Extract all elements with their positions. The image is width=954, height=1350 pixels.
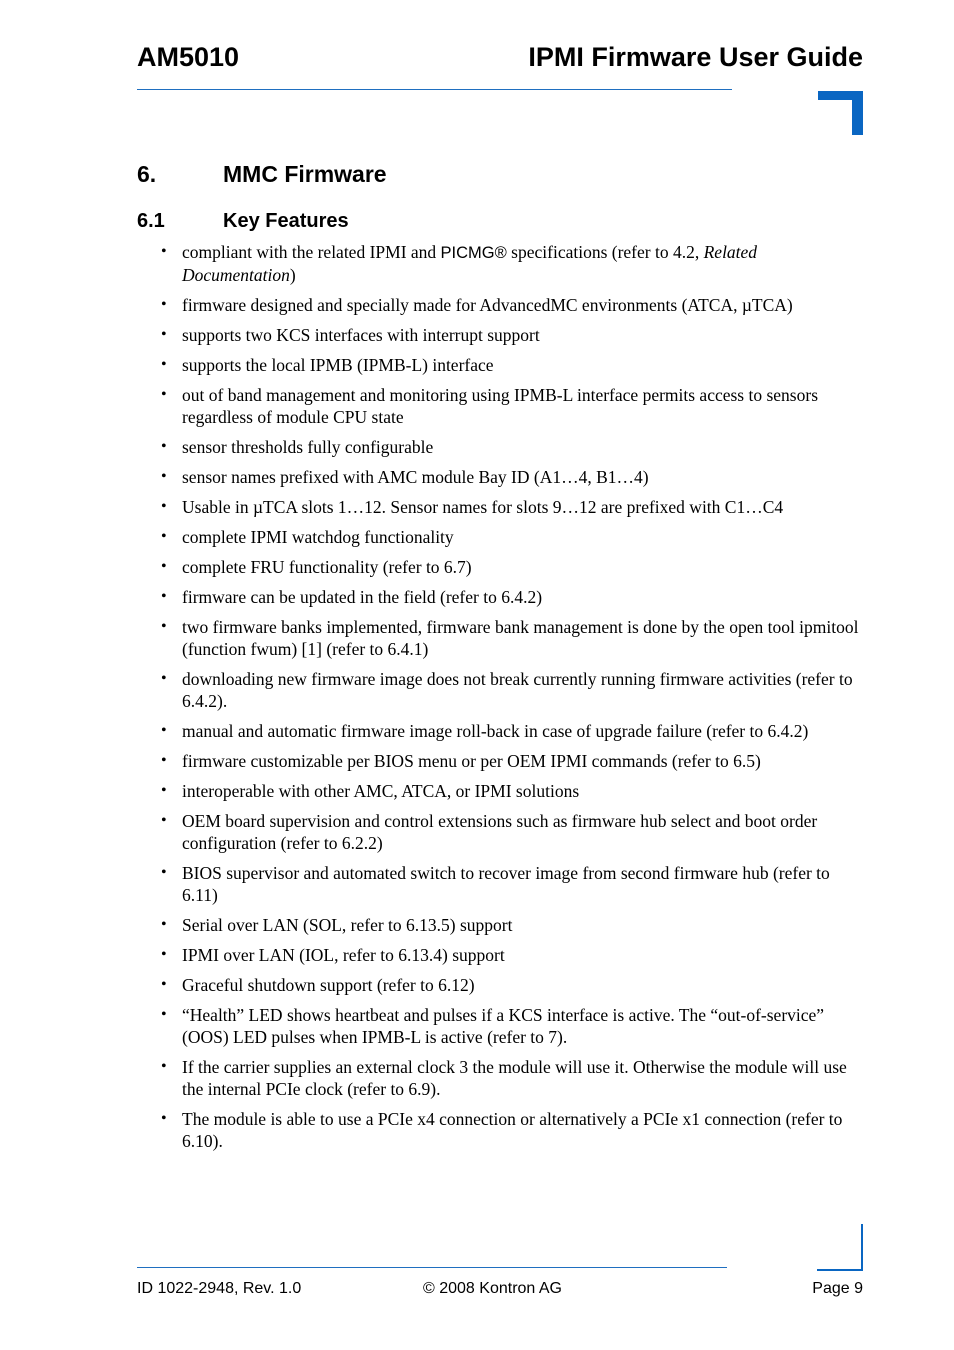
list-item: • two firmware banks implemented, firmware bank management is done by the open tool ipmitool (function fwum) [1] (refer to 6.4.1) — [182, 616, 862, 660]
list-item: • “Health” LED shows heartbeat and pulses if a KCS interface is active. The “out-of-service” (OOS) LED pulses when IPMB-L is active (refer to 7). — [182, 1004, 862, 1048]
footer-rule — [137, 1267, 727, 1268]
list-item: • firmware can be updated in the field (refer to 6.4.2) — [182, 586, 862, 608]
footer-copyright: © 2008 Kontron AG — [423, 1280, 562, 1297]
list-item: • out of band management and monitoring using IPMB-L interface permits access to sensors regardless of module CPU state — [182, 384, 862, 428]
header-document-title: IPMI Firmware User Guide — [528, 42, 863, 72]
footer-document-id: ID 1022-2948, Rev. 1.0 — [137, 1280, 302, 1297]
section-heading — [137, 157, 387, 191]
list-item-text: compliant with the related IPMI and — [182, 242, 441, 262]
list-item: • The module is able to use a PCIe x4 connection or alternatively a PCIe x1 connection (refer to 6.10). — [182, 1108, 862, 1152]
list-item: • IPMI over LAN (IOL, refer to 6.13.4) support — [182, 944, 862, 966]
list-item: • interoperable with other AMC, ATCA, or IPMI solutions — [182, 780, 862, 802]
subsection-title: Key Features — [223, 210, 349, 232]
footer-corner-mark — [817, 1224, 863, 1271]
header-corner-mark — [818, 91, 863, 135]
header-rule — [137, 89, 732, 90]
header-product-name: AM5010 — [137, 42, 240, 72]
footer-page-number: Page 9 — [812, 1280, 863, 1297]
header-corner-mark-vertical — [852, 91, 863, 135]
list-item: • downloading new firmware image does not break currently running firmware activities (refer to 6.4.2). — [182, 668, 862, 712]
subsection-number: 6.1 — [137, 210, 165, 232]
list-item: • OEM board supervision and control extensions such as firmware hub select and boot order configuration (refer to 6.2.2) — [182, 810, 862, 854]
footer-corner-mark-vertical — [861, 1224, 863, 1270]
list-item: • manual and automatic firmware image roll-back in case of upgrade failure (refer to 6.4.2) — [182, 720, 862, 742]
list-item: • supports the local IPMB (IPMB-L) interface — [182, 354, 862, 376]
list-item: • firmware designed and specially made for AdvancedMC environments (ATCA, µTCA) — [182, 294, 862, 316]
list-item: • firmware customizable per BIOS menu or per OEM IPMI commands (refer to 6.5) — [182, 750, 862, 772]
list-item: • complete IPMI watchdog functionality — [182, 526, 862, 548]
section-title: MMC Firmware — [223, 161, 387, 187]
list-item-reference: Related Documentation — [182, 242, 758, 285]
list-item: • If the carrier supplies an external clock 3 the module will use it. Otherwise the module will use the internal PCIe clock (refer to 6.9). — [182, 1056, 862, 1100]
footer-corner-mark-horizontal — [817, 1269, 863, 1271]
section-number: 6. — [137, 161, 157, 187]
list-item: • Graceful shutdown support (refer to 6.12) — [182, 974, 862, 996]
list-item — [182, 241, 862, 286]
list-item-text: specifications (refer to 4.2, — [506, 242, 704, 262]
list-item: • BIOS supervisor and automated switch to recover image from second firmware hub (refer to 6.11) — [182, 862, 862, 906]
key-features-list — [182, 241, 862, 1160]
list-item: • sensor thresholds fully configurable — [182, 436, 862, 458]
list-item: • supports two KCS interfaces with interrupt support — [182, 324, 862, 346]
list-item: • Serial over LAN (SOL, refer to 6.13.5) support — [182, 914, 862, 936]
list-item-text: ) — [289, 265, 296, 285]
list-item: • Usable in µTCA slots 1…12. Sensor names for slots 9…12 are prefixed with C1…C4 — [182, 496, 862, 518]
list-item: • complete FRU functionality (refer to 6.7) — [182, 556, 862, 578]
subsection-heading — [137, 206, 349, 236]
list-item-text-picmg: PICMG® — [440, 244, 507, 262]
list-item: • sensor names prefixed with AMC module Bay ID (A1…4, B1…4) — [182, 466, 862, 488]
